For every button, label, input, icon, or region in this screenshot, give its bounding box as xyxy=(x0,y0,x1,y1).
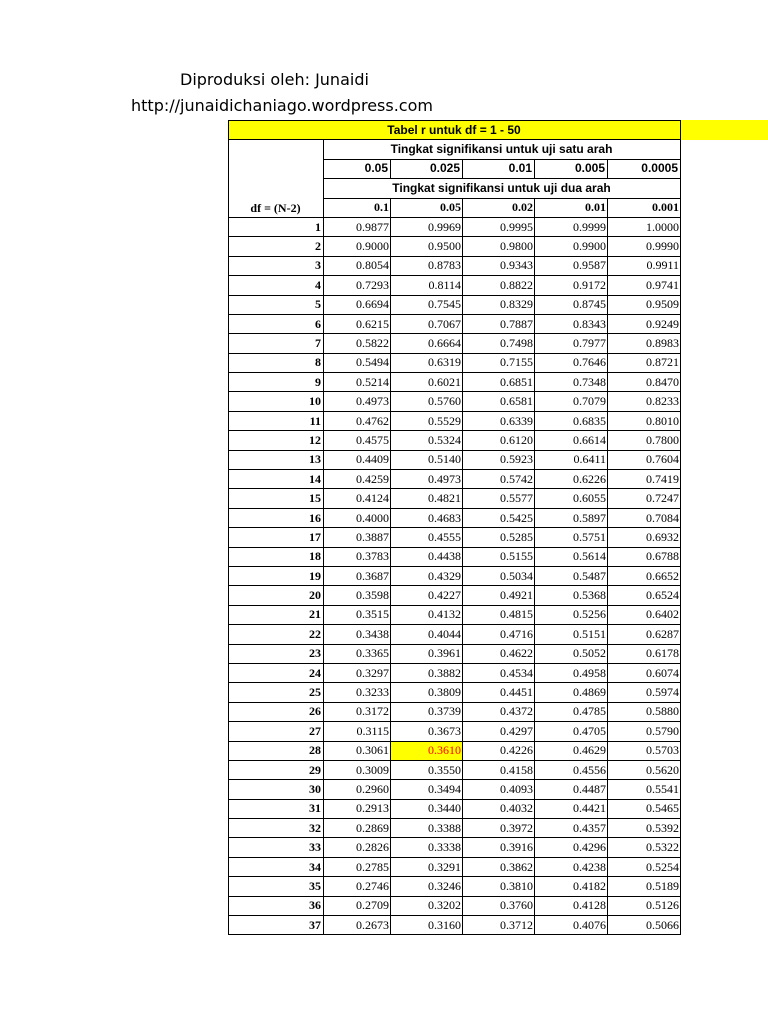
df-cell: 5 xyxy=(229,295,324,314)
r-value-cell: 0.6319 xyxy=(391,353,463,372)
r-value-cell: 0.5425 xyxy=(463,508,535,527)
df-cell: 18 xyxy=(229,547,324,566)
r-value-cell: 0.8745 xyxy=(535,295,608,314)
r-value-cell: 0.5285 xyxy=(463,528,535,547)
table-row xyxy=(229,256,681,275)
df-cell: 12 xyxy=(229,431,324,450)
r-value-cell: 0.9343 xyxy=(463,256,535,275)
r-value-cell: 0.4076 xyxy=(535,916,608,935)
corner-cell xyxy=(229,140,324,159)
table-row xyxy=(229,314,681,333)
r-value-cell: 0.3810 xyxy=(463,877,535,896)
r-value-cell: 0.4238 xyxy=(535,857,608,876)
table-row xyxy=(229,528,681,547)
table-row xyxy=(229,760,681,779)
df-cell: 11 xyxy=(229,411,324,430)
r-value-cell: 0.9172 xyxy=(535,276,608,295)
r-value-cell: 0.9911 xyxy=(608,256,681,275)
r-value-cell: 0.4705 xyxy=(535,722,608,741)
r-value-cell: 0.4158 xyxy=(463,760,535,779)
df-cell: 8 xyxy=(229,353,324,372)
df-cell: 34 xyxy=(229,857,324,876)
r-value-cell: 0.7800 xyxy=(608,431,681,450)
table-row xyxy=(229,780,681,799)
r-value-cell: 0.9587 xyxy=(535,256,608,275)
df-cell: 13 xyxy=(229,450,324,469)
df-cell: 31 xyxy=(229,799,324,818)
r-value-cell: 0.5368 xyxy=(535,586,608,605)
r-value-cell: 0.7079 xyxy=(535,392,608,411)
r-value-cell: 0.4451 xyxy=(463,683,535,702)
r-value-cell: 0.4000 xyxy=(324,508,391,527)
df-cell: 21 xyxy=(229,605,324,624)
r-value-cell: 0.5974 xyxy=(608,683,681,702)
title-row xyxy=(229,121,681,140)
r-value-cell: 0.5897 xyxy=(535,508,608,527)
r-value-cell: 0.3783 xyxy=(324,547,391,566)
r-value-cell: 0.3598 xyxy=(324,586,391,605)
df-cell: 20 xyxy=(229,586,324,605)
r-value-cell: 0.5880 xyxy=(608,702,681,721)
r-table xyxy=(228,120,681,935)
df-cell: 10 xyxy=(229,392,324,411)
r-value-cell: 0.4032 xyxy=(463,799,535,818)
table-row xyxy=(229,411,681,430)
table-row xyxy=(229,373,681,392)
r-value-cell: 0.4622 xyxy=(463,644,535,663)
df-cell: 30 xyxy=(229,780,324,799)
table-row xyxy=(229,547,681,566)
r-value-cell: 0.9900 xyxy=(535,237,608,256)
r-value-cell: 0.6932 xyxy=(608,528,681,547)
r-value-cell: 0.6226 xyxy=(535,470,608,489)
r-value-cell: 0.5189 xyxy=(608,877,681,896)
r-value-cell: 0.9999 xyxy=(535,217,608,236)
df-cell: 22 xyxy=(229,625,324,644)
r-value-cell: 0.9000 xyxy=(324,237,391,256)
table-row xyxy=(229,799,681,818)
r-value-cell: 0.4357 xyxy=(535,819,608,838)
table-row xyxy=(229,508,681,527)
r-value-cell: 0.2785 xyxy=(324,857,391,876)
r-value-cell: 0.6021 xyxy=(391,373,463,392)
table-row xyxy=(229,353,681,372)
r-value-cell: 0.3972 xyxy=(463,819,535,838)
r-value-cell: 0.7247 xyxy=(608,489,681,508)
r-value-cell: 0.6178 xyxy=(608,644,681,663)
r-value-cell: 0.7293 xyxy=(324,276,391,295)
r-value-cell: 0.3961 xyxy=(391,644,463,663)
df-cell: 19 xyxy=(229,566,324,585)
r-value-cell: 0.7419 xyxy=(608,470,681,489)
r-value-cell: 0.4227 xyxy=(391,586,463,605)
r-value-cell: 0.3365 xyxy=(324,644,391,663)
website-link[interactable]: http://junaidichaniago.wordpress.com xyxy=(131,96,433,115)
corner-cell xyxy=(229,179,324,198)
r-value-cell: 0.7545 xyxy=(391,295,463,314)
r-value-cell: 0.5324 xyxy=(391,431,463,450)
r-value-cell: 0.8329 xyxy=(463,295,535,314)
df-cell: 1 xyxy=(229,217,324,236)
df-label: df = (N-2) xyxy=(229,198,324,217)
r-value-cell: 0.4487 xyxy=(535,780,608,799)
r-value-cell: 0.4132 xyxy=(391,605,463,624)
table-row xyxy=(229,683,681,702)
two-tailed-level: 0.01 xyxy=(535,198,608,217)
r-value-cell: 0.8470 xyxy=(608,373,681,392)
r-value-cell: 0.8054 xyxy=(324,256,391,275)
r-value-cell: 0.4093 xyxy=(463,780,535,799)
r-value-cell: 0.3550 xyxy=(391,760,463,779)
producer-label: Diproduksi oleh: Junaidi xyxy=(180,70,369,89)
r-value-cell: 0.3712 xyxy=(463,916,535,935)
r-value-cell: 0.8010 xyxy=(608,411,681,430)
df-cell: 2 xyxy=(229,237,324,256)
r-value-cell: 0.2960 xyxy=(324,780,391,799)
r-value-cell: 0.3291 xyxy=(391,857,463,876)
table-row xyxy=(229,857,681,876)
r-value-cell: 0.3202 xyxy=(391,896,463,915)
r-value-cell: 0.5751 xyxy=(535,528,608,547)
r-value-cell: 0.5155 xyxy=(463,547,535,566)
r-value-cell: 0.3440 xyxy=(391,799,463,818)
r-value-cell: 0.3610 xyxy=(391,741,463,760)
corner-cell xyxy=(229,159,324,178)
r-value-cell: 0.5126 xyxy=(608,896,681,915)
df-cell: 37 xyxy=(229,916,324,935)
one-tailed-level: 0.01 xyxy=(463,159,535,178)
r-value-cell: 0.5487 xyxy=(535,566,608,585)
r-value-cell: 0.9995 xyxy=(463,217,535,236)
r-value-cell: 0.5151 xyxy=(535,625,608,644)
table-row xyxy=(229,625,681,644)
df-cell: 29 xyxy=(229,760,324,779)
r-value-cell: 0.4329 xyxy=(391,566,463,585)
r-value-cell: 0.9741 xyxy=(608,276,681,295)
title-fill-extension xyxy=(679,120,768,140)
df-cell: 9 xyxy=(229,373,324,392)
df-cell: 26 xyxy=(229,702,324,721)
two-tailed-levels-row xyxy=(229,198,681,217)
r-value-cell: 0.6411 xyxy=(535,450,608,469)
df-cell: 15 xyxy=(229,489,324,508)
r-value-cell: 0.4409 xyxy=(324,450,391,469)
df-cell: 25 xyxy=(229,683,324,702)
r-value-cell: 0.7348 xyxy=(535,373,608,392)
r-value-cell: 0.4973 xyxy=(324,392,391,411)
r-value-cell: 0.8983 xyxy=(608,334,681,353)
table-row xyxy=(229,237,681,256)
r-value-cell: 0.6652 xyxy=(608,566,681,585)
r-value-cell: 1.0000 xyxy=(608,217,681,236)
table-row xyxy=(229,877,681,896)
table-row xyxy=(229,702,681,721)
r-value-cell: 0.4297 xyxy=(463,722,535,741)
r-value-cell: 0.6120 xyxy=(463,431,535,450)
r-value-cell: 0.4629 xyxy=(535,741,608,760)
r-value-cell: 0.5541 xyxy=(608,780,681,799)
r-value-cell: 0.4762 xyxy=(324,411,391,430)
r-value-cell: 0.6055 xyxy=(535,489,608,508)
r-value-cell: 0.3916 xyxy=(463,838,535,857)
r-value-cell: 0.3494 xyxy=(391,780,463,799)
r-value-cell: 0.8114 xyxy=(391,276,463,295)
r-value-cell: 0.4534 xyxy=(463,663,535,682)
r-value-cell: 0.5140 xyxy=(391,450,463,469)
table-row xyxy=(229,663,681,682)
r-value-cell: 0.5494 xyxy=(324,353,391,372)
r-value-cell: 0.3438 xyxy=(324,625,391,644)
r-value-cell: 0.4182 xyxy=(535,877,608,896)
table-row xyxy=(229,431,681,450)
table-row xyxy=(229,566,681,585)
one-tailed-level: 0.0005 xyxy=(608,159,681,178)
df-cell: 17 xyxy=(229,528,324,547)
r-value-cell: 0.4869 xyxy=(535,683,608,702)
r-value-cell: 0.6788 xyxy=(608,547,681,566)
r-value-cell: 0.8721 xyxy=(608,353,681,372)
r-value-cell: 0.5322 xyxy=(608,838,681,857)
df-cell: 28 xyxy=(229,741,324,760)
r-value-cell: 0.9877 xyxy=(324,217,391,236)
table-row xyxy=(229,489,681,508)
r-value-cell: 0.8822 xyxy=(463,276,535,295)
r-value-cell: 0.5703 xyxy=(608,741,681,760)
r-value-cell: 0.4815 xyxy=(463,605,535,624)
one-tailed-level: 0.025 xyxy=(391,159,463,178)
r-value-cell: 0.5392 xyxy=(608,819,681,838)
two-tailed-label: Tingkat signifikansi untuk uji dua arah xyxy=(324,179,681,198)
r-value-cell: 0.3115 xyxy=(324,722,391,741)
df-cell: 6 xyxy=(229,314,324,333)
df-cell: 14 xyxy=(229,470,324,489)
r-value-cell: 0.9249 xyxy=(608,314,681,333)
r-value-cell: 0.4958 xyxy=(535,663,608,682)
table-title: Tabel r untuk df = 1 - 50 xyxy=(229,121,681,140)
table-row xyxy=(229,450,681,469)
df-cell: 32 xyxy=(229,819,324,838)
r-value-cell: 0.6694 xyxy=(324,295,391,314)
r-value-cell: 0.6402 xyxy=(608,605,681,624)
df-cell: 35 xyxy=(229,877,324,896)
r-value-cell: 0.4785 xyxy=(535,702,608,721)
r-value-cell: 0.5034 xyxy=(463,566,535,585)
r-value-cell: 0.4821 xyxy=(391,489,463,508)
r-value-cell: 0.4555 xyxy=(391,528,463,547)
r-value-cell: 0.3862 xyxy=(463,857,535,876)
two-tailed-level: 0.001 xyxy=(608,198,681,217)
r-value-cell: 0.3233 xyxy=(324,683,391,702)
r-value-cell: 0.2673 xyxy=(324,916,391,935)
r-value-cell: 0.7155 xyxy=(463,353,535,372)
r-value-cell: 0.5066 xyxy=(608,916,681,935)
r-value-cell: 0.4973 xyxy=(391,470,463,489)
r-value-cell: 0.3338 xyxy=(391,838,463,857)
r-value-cell: 0.4044 xyxy=(391,625,463,644)
two-tailed-label-row xyxy=(229,179,681,198)
r-value-cell: 0.5742 xyxy=(463,470,535,489)
df-cell: 27 xyxy=(229,722,324,741)
r-value-cell: 0.6851 xyxy=(463,373,535,392)
r-value-cell: 0.3246 xyxy=(391,877,463,896)
table-row xyxy=(229,722,681,741)
r-value-cell: 0.5214 xyxy=(324,373,391,392)
r-value-cell: 0.3160 xyxy=(391,916,463,935)
r-value-cell: 0.8343 xyxy=(535,314,608,333)
table-row xyxy=(229,334,681,353)
r-value-cell: 0.5529 xyxy=(391,411,463,430)
r-value-cell: 0.3061 xyxy=(324,741,391,760)
r-value-cell: 0.4372 xyxy=(463,702,535,721)
df-cell: 4 xyxy=(229,276,324,295)
r-value-cell: 0.2826 xyxy=(324,838,391,857)
r-value-cell: 0.3515 xyxy=(324,605,391,624)
r-value-cell: 0.9500 xyxy=(391,237,463,256)
r-value-cell: 0.5577 xyxy=(463,489,535,508)
table-row xyxy=(229,586,681,605)
r-value-cell: 0.6215 xyxy=(324,314,391,333)
r-value-cell: 0.2709 xyxy=(324,896,391,915)
r-value-cell: 0.3009 xyxy=(324,760,391,779)
r-value-cell: 0.4716 xyxy=(463,625,535,644)
r-value-cell: 0.4226 xyxy=(463,741,535,760)
r-value-cell: 0.4683 xyxy=(391,508,463,527)
one-tailed-level: 0.005 xyxy=(535,159,608,178)
r-value-cell: 0.7646 xyxy=(535,353,608,372)
table-row xyxy=(229,916,681,935)
r-value-cell: 0.5923 xyxy=(463,450,535,469)
table-row xyxy=(229,217,681,236)
table-row xyxy=(229,470,681,489)
two-tailed-level: 0.1 xyxy=(324,198,391,217)
r-value-cell: 0.4438 xyxy=(391,547,463,566)
r-value-cell: 0.9509 xyxy=(608,295,681,314)
r-value-cell: 0.5465 xyxy=(608,799,681,818)
one-tailed-label: Tingkat signifikansi untuk uji satu arah xyxy=(324,140,681,159)
table-row xyxy=(229,295,681,314)
r-value-cell: 0.2913 xyxy=(324,799,391,818)
r-value-cell: 0.4128 xyxy=(535,896,608,915)
r-value-cell: 0.5790 xyxy=(608,722,681,741)
df-cell: 23 xyxy=(229,644,324,663)
r-value-cell: 0.4556 xyxy=(535,760,608,779)
df-cell: 33 xyxy=(229,838,324,857)
r-value-cell: 0.6664 xyxy=(391,334,463,353)
r-value-cell: 0.4921 xyxy=(463,586,535,605)
r-value-cell: 0.7067 xyxy=(391,314,463,333)
r-value-cell: 0.5256 xyxy=(535,605,608,624)
r-value-cell: 0.6074 xyxy=(608,663,681,682)
r-value-cell: 0.8233 xyxy=(608,392,681,411)
r-value-cell: 0.3887 xyxy=(324,528,391,547)
r-value-cell: 0.7604 xyxy=(608,450,681,469)
r-value-cell: 0.7498 xyxy=(463,334,535,353)
r-value-cell: 0.5760 xyxy=(391,392,463,411)
r-value-cell: 0.3388 xyxy=(391,819,463,838)
r-value-cell: 0.4296 xyxy=(535,838,608,857)
table-row xyxy=(229,741,681,760)
r-value-cell: 0.9800 xyxy=(463,237,535,256)
r-value-cell: 0.4575 xyxy=(324,431,391,450)
r-value-cell: 0.6524 xyxy=(608,586,681,605)
two-tailed-level: 0.05 xyxy=(391,198,463,217)
df-cell: 36 xyxy=(229,896,324,915)
r-value-cell: 0.9990 xyxy=(608,237,681,256)
r-value-cell: 0.6835 xyxy=(535,411,608,430)
one-tailed-level: 0.05 xyxy=(324,159,391,178)
r-value-cell: 0.4124 xyxy=(324,489,391,508)
r-value-cell: 0.2869 xyxy=(324,819,391,838)
table-row xyxy=(229,644,681,663)
r-value-cell: 0.3297 xyxy=(324,663,391,682)
table-row xyxy=(229,838,681,857)
r-value-cell: 0.6339 xyxy=(463,411,535,430)
r-value-cell: 0.6581 xyxy=(463,392,535,411)
r-value-cell: 0.7887 xyxy=(463,314,535,333)
r-value-cell: 0.7977 xyxy=(535,334,608,353)
df-cell: 3 xyxy=(229,256,324,275)
table-row xyxy=(229,819,681,838)
r-value-cell: 0.3687 xyxy=(324,566,391,585)
r-value-cell: 0.9969 xyxy=(391,217,463,236)
r-value-cell: 0.5052 xyxy=(535,644,608,663)
one-tailed-levels-row xyxy=(229,159,681,178)
r-value-cell: 0.5254 xyxy=(608,857,681,876)
r-value-cell: 0.3172 xyxy=(324,702,391,721)
r-value-cell: 0.2746 xyxy=(324,877,391,896)
r-value-cell: 0.5620 xyxy=(608,760,681,779)
r-value-cell: 0.6614 xyxy=(535,431,608,450)
r-value-cell: 0.5822 xyxy=(324,334,391,353)
table-row xyxy=(229,392,681,411)
table-row xyxy=(229,276,681,295)
r-value-cell: 0.4421 xyxy=(535,799,608,818)
df-cell: 16 xyxy=(229,508,324,527)
one-tailed-label-row xyxy=(229,140,681,159)
r-value-cell: 0.5614 xyxy=(535,547,608,566)
r-value-cell: 0.4259 xyxy=(324,470,391,489)
r-value-cell: 0.3673 xyxy=(391,722,463,741)
r-value-cell: 0.3760 xyxy=(463,896,535,915)
table-row xyxy=(229,896,681,915)
r-value-cell: 0.8783 xyxy=(391,256,463,275)
two-tailed-level: 0.02 xyxy=(463,198,535,217)
r-value-cell: 0.3809 xyxy=(391,683,463,702)
df-cell: 24 xyxy=(229,663,324,682)
r-value-cell: 0.3882 xyxy=(391,663,463,682)
df-cell: 7 xyxy=(229,334,324,353)
r-value-cell: 0.6287 xyxy=(608,625,681,644)
table-row xyxy=(229,605,681,624)
r-value-cell: 0.7084 xyxy=(608,508,681,527)
r-value-cell: 0.3739 xyxy=(391,702,463,721)
